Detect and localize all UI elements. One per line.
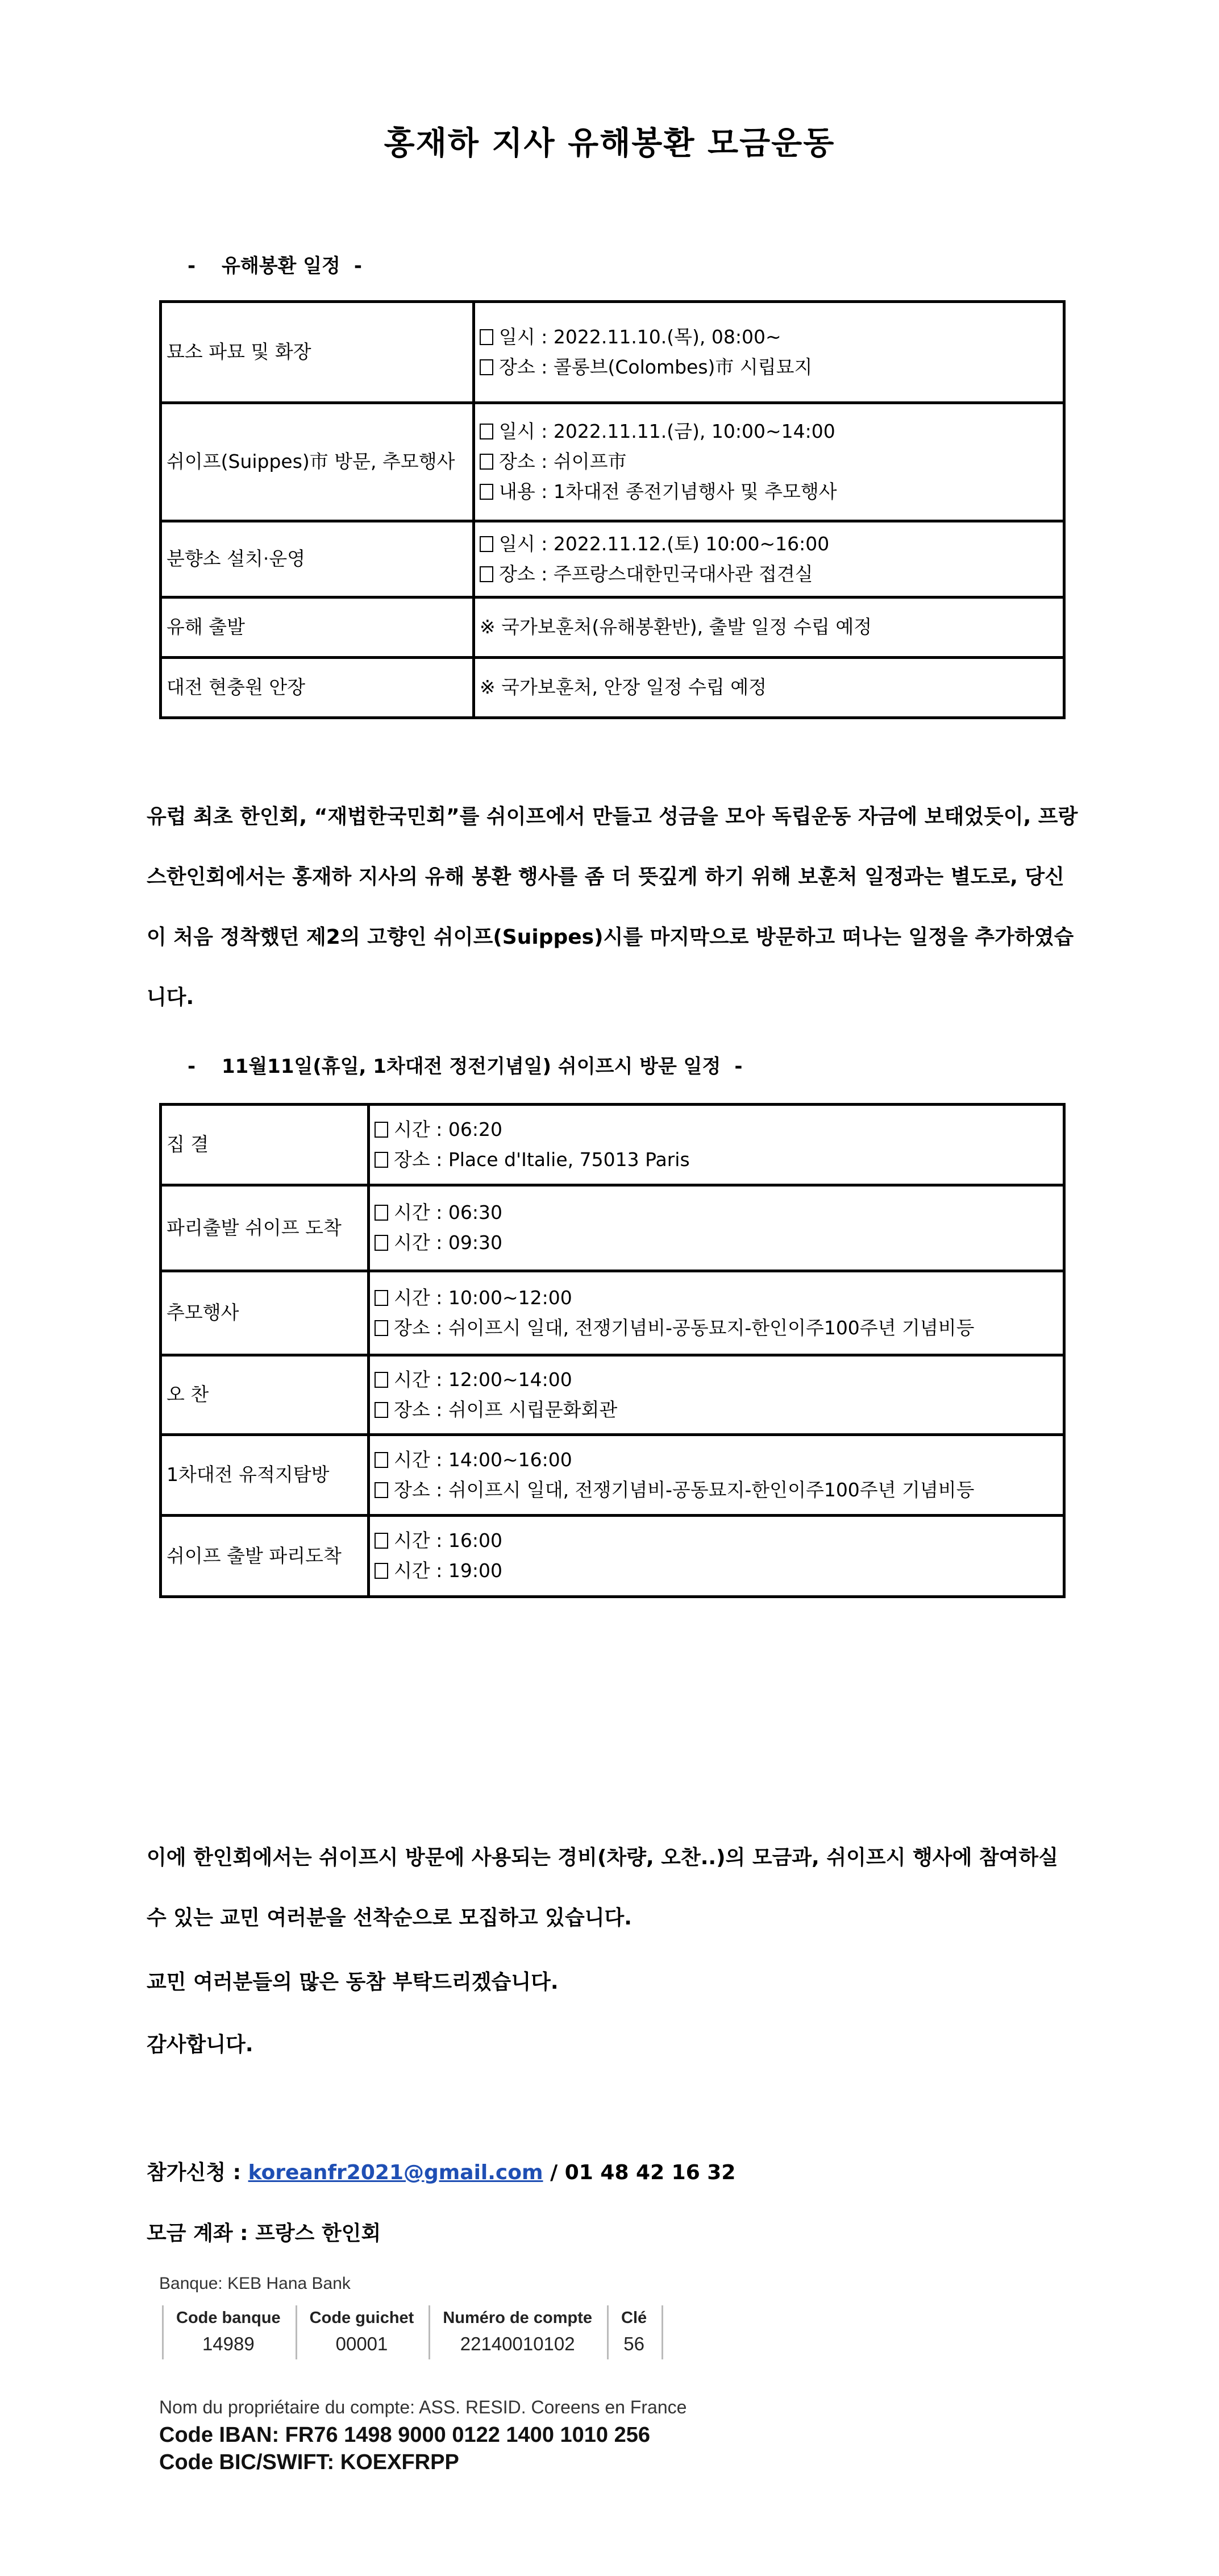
- checkbox-bullet-icon: [375, 1372, 388, 1388]
- checkbox-bullet-icon: [480, 536, 493, 552]
- checkbox-bullet-icon: [375, 1290, 388, 1306]
- schedule-details: [474, 598, 1064, 658]
- bank-code-table: [162, 2305, 663, 2359]
- checkbox-bullet-icon: [375, 1533, 388, 1549]
- contact-email-link[interactable]: koreanfr2021@gmail.com: [248, 2161, 543, 2184]
- section2-heading: - 11월11일(휴일, 1차대전 정전기념일) 쉬이프시 방문 일정 -: [188, 1055, 743, 1078]
- schedule-detail-line: 장소 : 콜롱브(Colombes)市 시립묘지: [480, 352, 1058, 383]
- checkbox-bullet-icon: [375, 1452, 388, 1468]
- schedule-details: [474, 302, 1064, 403]
- schedule-detail-line: 시간 : 09:30: [375, 1228, 1058, 1258]
- bank-name: Banque: KEB Hana Bank: [159, 2274, 351, 2293]
- checkbox-bullet-icon: [375, 1563, 388, 1579]
- schedule-label: 대전 현충원 안장: [161, 658, 474, 718]
- schedule-detail-line: 장소 : 쉬이프시 일대, 전쟁기념비-공동묘지-한인이주100주년 기념비등: [375, 1313, 1058, 1343]
- schedule-label: 묘소 파묘 및 화장: [161, 302, 474, 403]
- schedule-row: [161, 403, 1064, 521]
- bank-code-column: [162, 2305, 296, 2359]
- schedule-details: [369, 1105, 1064, 1185]
- schedule-detail-line: 시간 : 16:00: [375, 1526, 1058, 1556]
- bank-code-header: Clé: [621, 2309, 647, 2327]
- section1-heading-text: 유해봉환 일정: [222, 255, 340, 277]
- schedule-detail-line: 시간 : 06:30: [375, 1198, 1058, 1228]
- schedule-detail-line: 일시 : 2022.11.12.(토) 10:00~16:00: [480, 529, 1058, 559]
- section2-heading-text: 11월11일(휴일, 1차대전 정전기념일) 쉬이프시 방문 일정: [222, 1055, 721, 1078]
- schedule-detail-line: 시간 : 19:00: [375, 1556, 1058, 1586]
- schedule-detail-line: 내용 : 1차대전 종전기념행사 및 추모행사: [480, 477, 1058, 507]
- schedule-detail-line: 시간 : 14:00~16:00: [375, 1445, 1058, 1475]
- checkbox-bullet-icon: [375, 1122, 388, 1138]
- thanks-line: 감사합니다.: [147, 2033, 253, 2056]
- schedule-detail-line: 시간 : 12:00~14:00: [375, 1365, 1058, 1395]
- account-owner: Nom du propriétaire du compte: ASS. RESID. Coreens en France: [159, 2397, 687, 2417]
- contact-label: 참가신청 :: [147, 2161, 242, 2184]
- schedule-row: [161, 598, 1064, 658]
- bank-code-column: [607, 2305, 663, 2359]
- schedule-row: [161, 1516, 1064, 1597]
- schedule-label: 쉬이프 출발 파리도착: [161, 1516, 369, 1597]
- checkbox-bullet-icon: [375, 1482, 388, 1498]
- checkbox-bullet-icon: [480, 566, 493, 582]
- schedule-detail-line: 장소 : 쉬이프市: [480, 447, 1058, 477]
- checkbox-bullet-icon: [480, 424, 493, 439]
- schedule-details: [369, 1271, 1064, 1355]
- checkbox-bullet-icon: [375, 1152, 388, 1168]
- checkbox-bullet-icon: [480, 329, 493, 345]
- schedule-row: [161, 1355, 1064, 1435]
- bank-code-header: Code guichet: [309, 2309, 414, 2327]
- schedule-label: 파리출발 쉬이프 도착: [161, 1185, 369, 1271]
- schedule-detail-line: 일시 : 2022.11.11.(금), 10:00~14:00: [480, 417, 1058, 447]
- schedule-row: [161, 1435, 1064, 1516]
- schedule-label: 쉬이프(Suippes)市 방문, 추모행사: [161, 403, 474, 521]
- checkbox-bullet-icon: [480, 484, 493, 500]
- schedule-detail-line: 시간 : 06:20: [375, 1115, 1058, 1145]
- repatriation-schedule-table: [159, 300, 1066, 719]
- iban-code: Code IBAN: FR76 1498 9000 0122 1400 1010 256: [159, 2423, 650, 2447]
- schedule-label: 추모행사: [161, 1271, 369, 1355]
- schedule-detail-line: 장소 : 쉬이프 시립문화회관: [375, 1395, 1058, 1425]
- schedule-row: [161, 521, 1064, 598]
- schedule-label: 유해 출발: [161, 598, 474, 658]
- suippes-visit-table: [159, 1103, 1066, 1598]
- schedule-details: [369, 1516, 1064, 1597]
- contact-phone: / 01 48 42 16 32: [550, 2161, 736, 2184]
- bank-code-value: 14989: [202, 2333, 255, 2354]
- page-title: 홍재하 지사 유해봉환 모금운동: [384, 125, 835, 162]
- checkbox-bullet-icon: [480, 454, 493, 470]
- bank-code-column: [296, 2305, 429, 2359]
- schedule-detail-line: 장소 : 쉬이프시 일대, 전쟁기념비-공동묘지-한인이주100주년 기념비등: [375, 1475, 1058, 1505]
- bank-code-value: 00001: [335, 2333, 388, 2354]
- schedule-row: [161, 1105, 1064, 1185]
- schedule-label: 분향소 설치·운영: [161, 521, 474, 598]
- schedule-row: [161, 302, 1064, 403]
- fundraising-paragraph: 이에 한인회에서는 쉬이프시 방문에 사용되는 경비(차량, 오찬..)의 모금과, 쉬이프시 행사에 참여하실 수 있는 교민 여러분을 선착순으로 모집하고 있습니다.: [147, 1846, 1058, 1930]
- schedule-details: [474, 521, 1064, 598]
- schedule-label: 1차대전 유적지탐방: [161, 1435, 369, 1516]
- schedule-details: [474, 658, 1064, 718]
- bank-code-column: [428, 2305, 607, 2359]
- schedule-row: [161, 1271, 1064, 1355]
- request-participation-line: 교민 여러분들의 많은 동참 부탁드리겠습니다.: [147, 1971, 559, 1994]
- schedule-row: [161, 1185, 1064, 1271]
- bank-code-header: Numéro de compte: [443, 2309, 593, 2327]
- checkbox-bullet-icon: [480, 359, 493, 375]
- schedule-detail-line: ※ 국가보훈처(유해봉환반), 출발 일정 수립 예정: [480, 616, 872, 638]
- schedule-detail-line: 시간 : 10:00~12:00: [375, 1283, 1058, 1313]
- section1-heading: - 유해봉환 일정 -: [188, 255, 363, 277]
- schedule-detail-line: 장소 : 주프랑스대한민국대사관 접견실: [480, 559, 1058, 590]
- schedule-detail-line: 장소 : Place d'Italie, 75013 Paris: [375, 1145, 1058, 1175]
- schedule-details: [369, 1185, 1064, 1271]
- bank-code-value: 56: [623, 2333, 644, 2354]
- schedule-label: 오 찬: [161, 1355, 369, 1435]
- checkbox-bullet-icon: [375, 1402, 388, 1418]
- checkbox-bullet-icon: [375, 1235, 388, 1251]
- schedule-label: 집 결: [161, 1105, 369, 1185]
- bank-code-value: 22140010102: [460, 2333, 575, 2354]
- account-line: 모금 계좌 : 프랑스 한인회: [147, 2222, 381, 2245]
- checkbox-bullet-icon: [375, 1205, 388, 1221]
- schedule-detail-line: ※ 국가보훈처, 안장 일정 수립 예정: [480, 676, 767, 699]
- intro-paragraph: 유럽 최초 한인회, “재법한국민회”를 쉬이프에서 만들고 성금을 모아 독립운동 자금에 보태었듯이, 프랑스한인회에서는 홍재하 지사의 유해 봉환 행사를 좀 더 뜻깊게 하기 위해 보훈처 일정과는 별도로, 당신이 처음 정착했던 제2의 고향인 쉬이프(Suippes)시를 마지막으로 방문하고 떠나는 일정을 추가하였습니다.: [147, 805, 1078, 1009]
- schedule-row: [161, 658, 1064, 718]
- schedule-detail-line: 일시 : 2022.11.10.(목), 08:00~: [480, 322, 1058, 352]
- bic-code: Code BIC/SWIFT: KOEXFRPP: [159, 2450, 459, 2474]
- bank-code-header: Code banque: [176, 2309, 281, 2327]
- schedule-details: [369, 1355, 1064, 1435]
- schedule-details: [369, 1435, 1064, 1516]
- schedule-details: [474, 403, 1064, 521]
- contact-line: [147, 2156, 735, 2185]
- checkbox-bullet-icon: [375, 1320, 388, 1336]
